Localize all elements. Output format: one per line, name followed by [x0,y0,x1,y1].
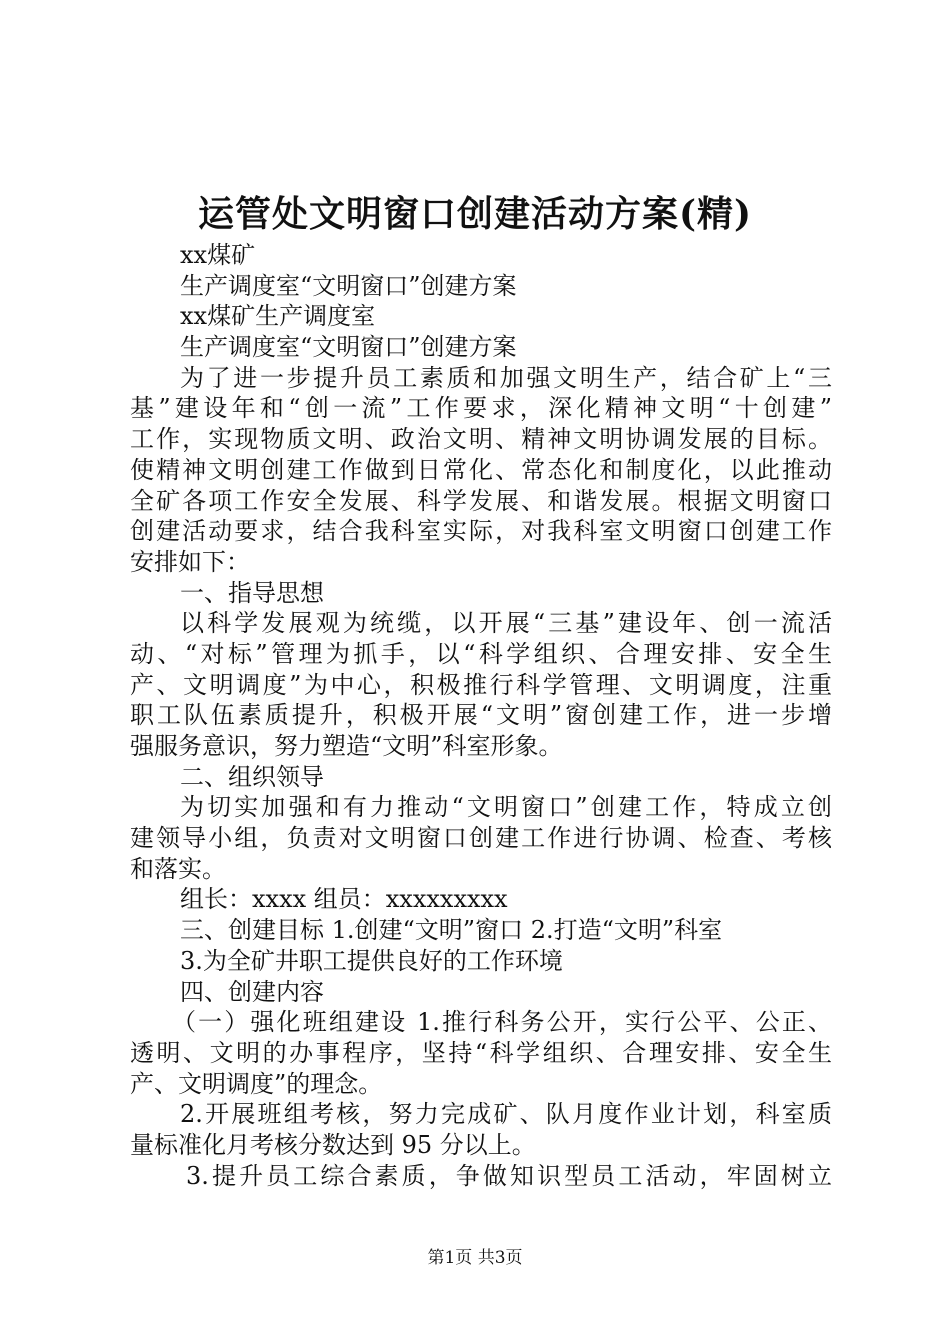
text-line: 创建活动要求，结合我科室实际，对我科室文明窗口创建工作 [130,517,832,546]
document-body [130,240,832,1191]
text-line: 建领导小组，负责对文明窗口创建工作进行协调、检查、考核 [130,824,832,853]
text-line: 使精神文明创建工作做到日常化、常态化和制度化，以此推动 [130,455,832,484]
text-line: 组长：xxxx 组员：xxxxxxxxx [180,885,508,914]
text-line: 3.为全矿井职工提供良好的工作环境 [180,946,563,975]
text-line: 为了进一步提升员工素质和加强文明生产，结合矿上“三 [180,363,832,392]
text-line: 生产调度室“文明窗口”创建方案 [180,271,517,300]
text-line: 基”建设年和“创一流”工作要求，深化精神文明“十创建” [130,394,832,423]
text-line: 和落实。 [130,854,226,883]
text-line: 以科学发展观为统缆，以开展“三基”建设年、创一流活 [180,609,832,638]
text-line: 量标准化月考核分数达到 95 分以上。 [130,1130,536,1159]
text-line: 透明、文明的办事程序，坚持“科学组织、合理安排、安全生 [130,1038,832,1067]
text-line: 强服务意识，努力塑造“文明”科室形象。 [130,732,563,760]
text-line: 全矿各项工作安全发展、科学发展、和谐发展。根据文明窗口 [130,486,832,515]
document-title: 运管处文明窗口创建活动方案(精) [197,193,753,235]
text-line: （一）强化班组建设 1.推行科务公开，实行公平、公正、 [172,1008,832,1037]
page-footer: 第1页 共3页 [427,1248,523,1268]
text-line: 动、“对标”管理为抓手，以“科学组织、合理安排、安全生 [130,639,832,668]
text-line: xx煤矿生产调度室 [180,302,376,331]
text-line: 2.开展班组考核，努力完成矿、队月度作业计划，科室质 [180,1100,832,1129]
text-line: 产、文明调度”的理念。 [130,1069,383,1098]
text-line: 工作，实现物质文明、政治文明、精神文明协调发展的目标。 [130,425,832,454]
text-line: 3.提升员工综合素质，争做知识型员工活动，牢固树立 [186,1161,832,1190]
section-heading: 三、创建目标 1.创建“文明”窗口 2.打造“文明”科室 [180,916,723,945]
text-line: 生产调度室“文明窗口”创建方案 [180,333,517,362]
section-heading: 四、创建内容 [180,977,324,1006]
text-line: 为切实加强和有力推动“文明窗口”创建工作，特成立创 [180,793,832,822]
section-heading: 二、组织领导 [180,762,324,791]
text-line: xx煤矿 [180,241,256,269]
section-heading: 一、指导思想 [180,578,324,607]
text-line: 职工队伍素质提升，积极开展“文明”窗创建工作，进一步增 [130,701,832,730]
text-line: 安排如下： [130,547,250,576]
text-line: 产、文明调度”为中心，积极推行科学管理、文明调度，注重 [130,670,832,699]
